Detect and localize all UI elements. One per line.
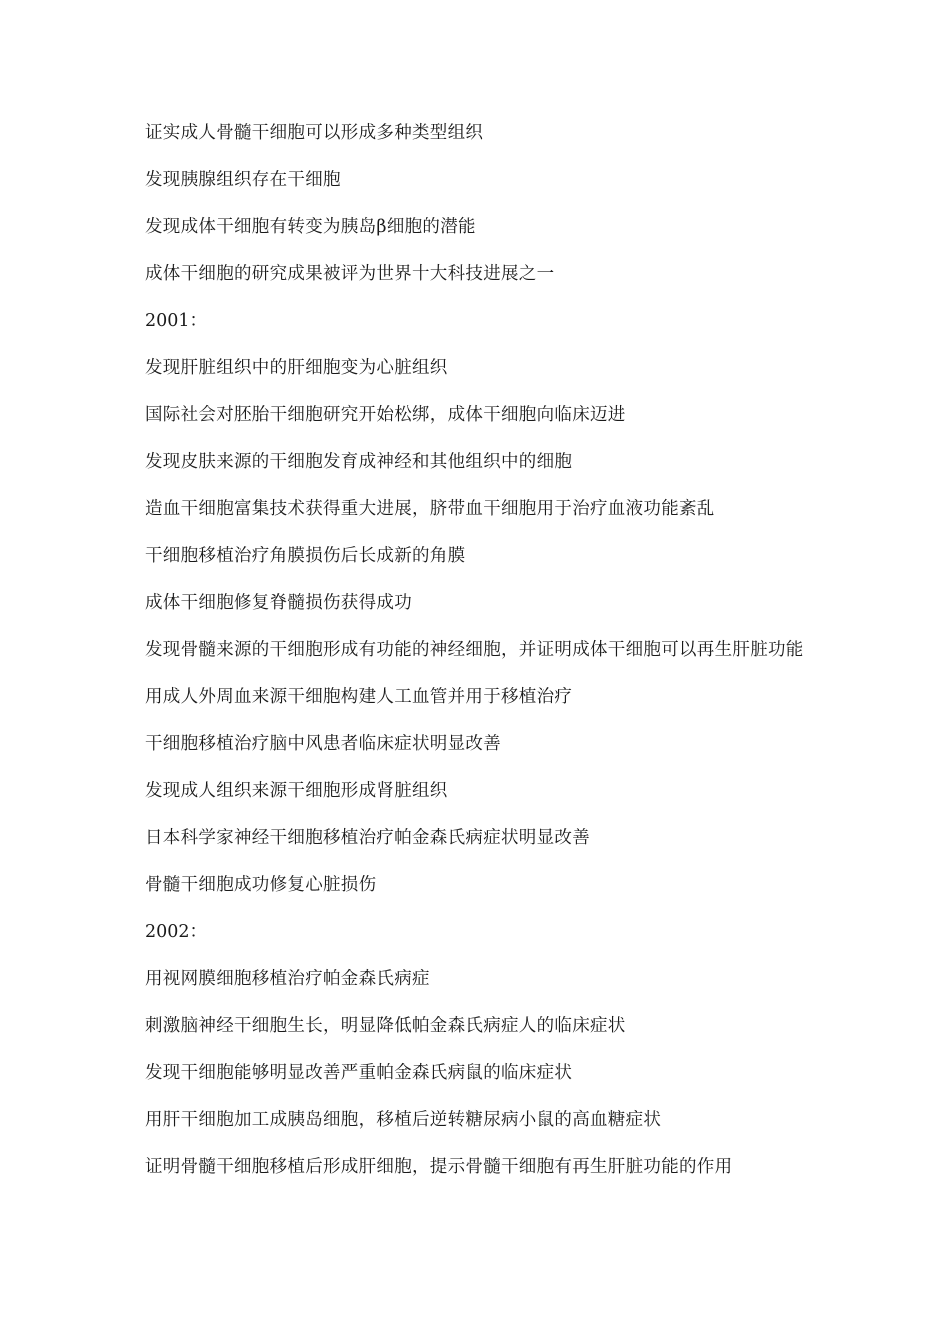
paragraph: 证明骨髓干细胞移植后形成肝细胞，提示骨髓干细胞有再生肝脏功能的作用 <box>145 1157 733 1177</box>
paragraph: 干细胞移植治疗脑中风患者临床症状明显改善 <box>145 734 501 754</box>
paragraph: 发现成人组织来源干细胞形成肾脏组织 <box>145 781 448 801</box>
paragraph: 发现干细胞能够明显改善严重帕金森氏病鼠的临床症状 <box>145 1063 573 1083</box>
paragraph: 发现骨髓来源的干细胞形成有功能的神经细胞，并证明成体干细胞可以再生肝脏功能 <box>145 640 804 660</box>
paragraph: 发现胰腺组织存在干细胞 <box>145 170 341 190</box>
paragraph: 用视网膜细胞移植治疗帕金森氏病症 <box>145 969 430 989</box>
paragraph: 骨髓干细胞成功修复心脏损伤 <box>145 875 377 895</box>
year-heading-2001: 2001： <box>145 311 208 331</box>
paragraph: 刺激脑神经干细胞生长，明显降低帕金森氏病症人的临床症状 <box>145 1016 626 1036</box>
paragraph: 日本科学家神经干细胞移植治疗帕金森氏病症状明显改善 <box>145 828 590 848</box>
paragraph: 用成人外周血来源干细胞构建人工血管并用于移植治疗 <box>145 687 573 707</box>
paragraph: 成体干细胞的研究成果被评为世界十大科技进展之一 <box>145 264 555 284</box>
paragraph: 发现肝脏组织中的肝细胞变为心脏组织 <box>145 358 448 378</box>
paragraph: 发现成体干细胞有转变为胰岛β细胞的潜能 <box>145 217 476 237</box>
paragraph: 发现皮肤来源的干细胞发育成神经和其他组织中的细胞 <box>145 452 573 472</box>
paragraph: 成体干细胞修复脊髓损伤获得成功 <box>145 593 412 613</box>
paragraph: 干细胞移植治疗角膜损伤后长成新的角膜 <box>145 546 466 566</box>
paragraph: 国际社会对胚胎干细胞研究开始松绑，成体干细胞向临床迈进 <box>145 405 626 425</box>
paragraph: 证实成人骨髓干细胞可以形成多种类型组织 <box>145 123 484 143</box>
paragraph: 用肝干细胞加工成胰岛细胞，移植后逆转糖尿病小鼠的高血糖症状 <box>145 1110 662 1130</box>
document-page <box>145 120 825 1201</box>
paragraph: 造血干细胞富集技术获得重大进展，脐带血干细胞用于治疗血液功能紊乱 <box>145 499 715 519</box>
year-heading-2002: 2002： <box>145 922 208 942</box>
